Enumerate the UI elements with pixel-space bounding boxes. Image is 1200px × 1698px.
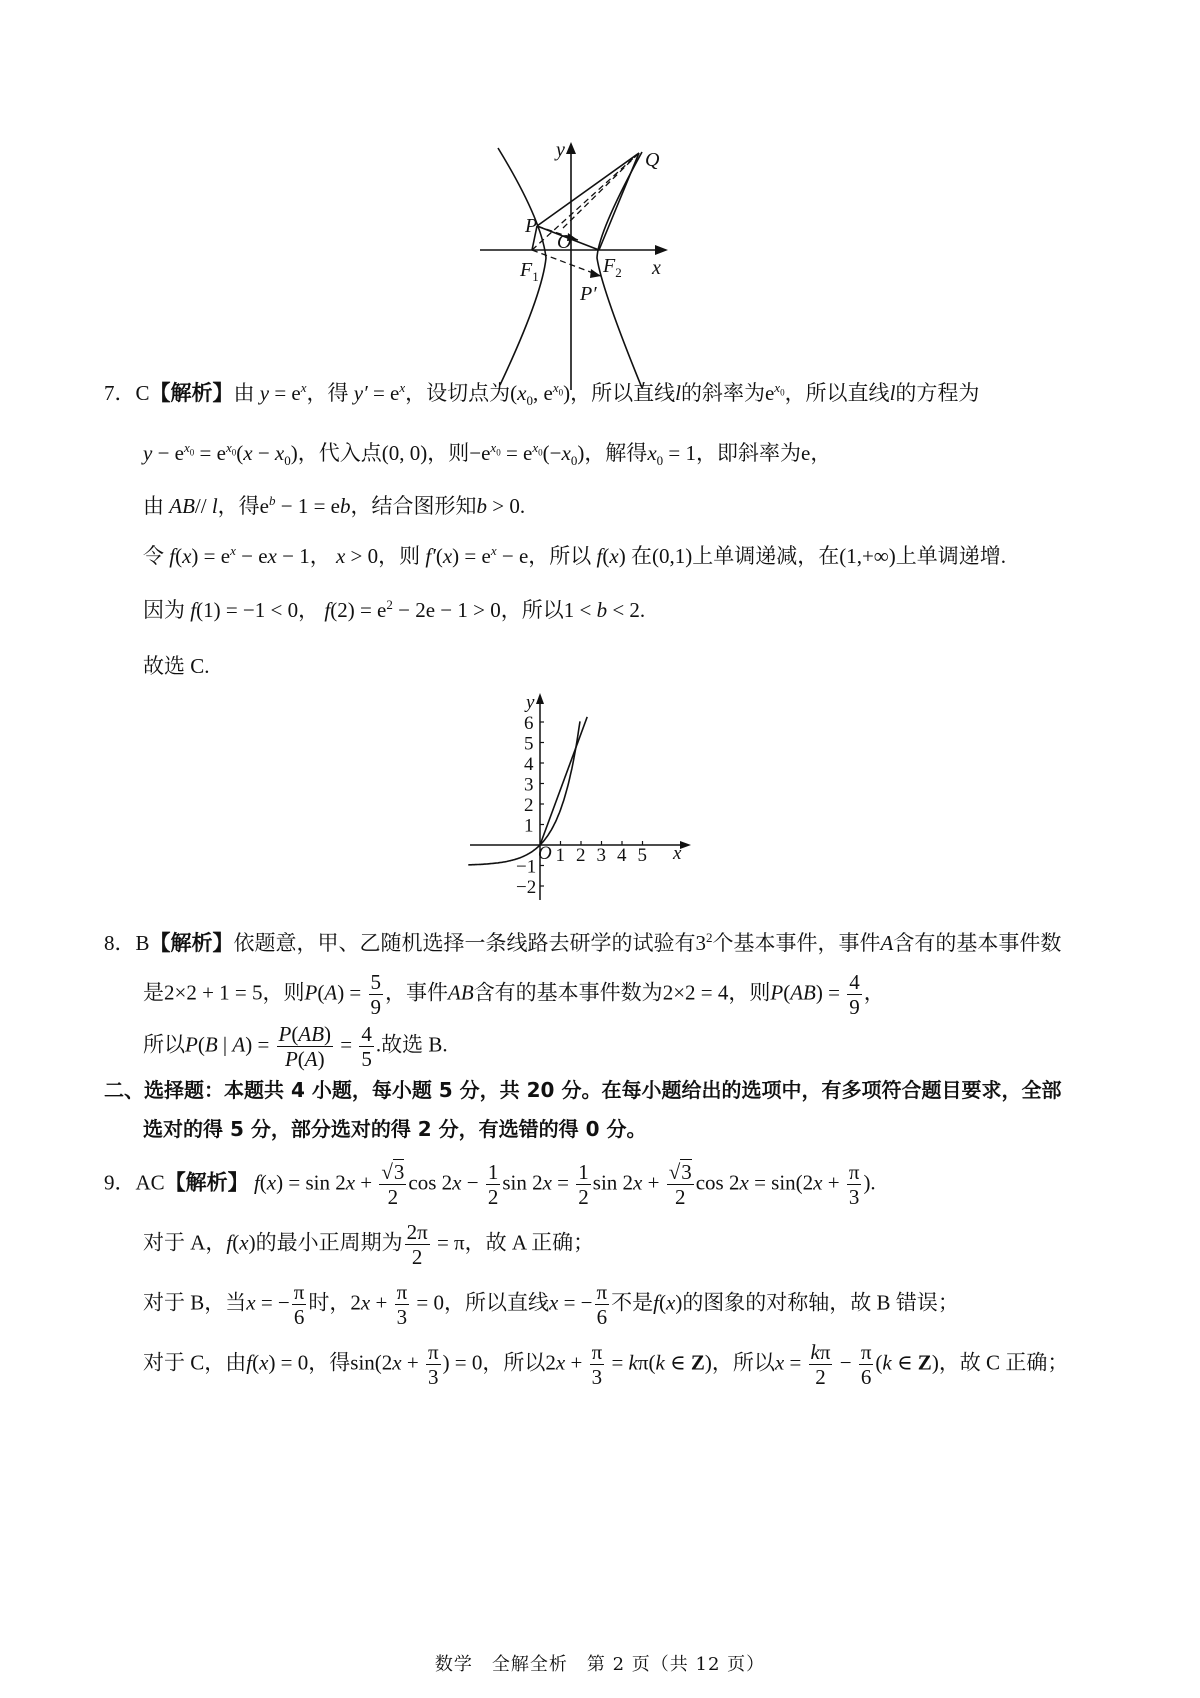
exp-tangent-chart [465, 690, 695, 905]
y-tick-label: 2 [524, 795, 534, 816]
point-P-prime-label: P′ [580, 283, 597, 305]
point-P-label: P [525, 215, 538, 237]
y-tick-label: −1 [516, 856, 537, 878]
x-axis-label: x [652, 257, 661, 279]
q9-line2: 对于 A，f(x)的最小正周期为 $\frac{2\pi}{2}$ = π，故 A 正确； [143, 1220, 595, 1270]
q9-line3: 对于 B，当x = − $\frac{\pi}{6}$ 时，2x + $\frac{\pi}{3}$ = 0，所以直线x = − $\frac{\pi}{6}$ 不是f(x)的图象的对称轴，故 B 错误； [143, 1280, 959, 1330]
section2-heading-line2: 选对的得 5 分，部分选对的得 2 分，有选错的得 0 分。 [143, 1117, 647, 1141]
x-tick-label: 2 [576, 845, 586, 866]
y-tick-label: 4 [524, 754, 534, 775]
y-tick-label: 6 [524, 713, 534, 734]
point-Q-label: Q [645, 149, 660, 171]
section2-heading-line1: 二、选择题：本题共 4 小题，每小题 5 分，共 20 分。在每小题给出的选项中，有多项符合题目要求，全部 [104, 1078, 1062, 1102]
q9-line1: 9．AC【解析】 f(x) = sin 2x + $\frac{√3}{2}$ cos 2x − $\frac{1}{2}$ sin 2x = $\frac{1}{2}$ sin 2x + $\frac{√3}{2}$ cos 2x = sin(2x + $\frac{\pi}{3}$ ). [104, 1160, 876, 1210]
series-tangent-line [540, 717, 587, 845]
point-F1-label: $F_1$ [520, 259, 539, 284]
y-tick-label: 1 [524, 815, 534, 837]
q8-line3: 所以P(B | A) = $\frac{P(AB)}{P(A)}$ = $\frac{4}{5}$ .故选 B. [143, 1022, 448, 1072]
x-tick-label: 4 [617, 845, 627, 866]
y-axis-label: y [556, 140, 565, 161]
x-axis-arrow [680, 841, 691, 849]
q8-line1: 8．B【解析】依题意，甲、乙随机选择一条线路去研学的试验有$3^2$个基本事件，事件A含有的基本事件数 [104, 930, 1062, 955]
y-tick-label: −2 [516, 877, 537, 898]
q8-line2: 是2×2 + 1 = 5，则P(A) = $\frac{5}{9}$ ，事件AB含有的基本事件数为2×2 = 4，则P(AB) = $\frac{4}{9}$ ， [143, 970, 885, 1020]
y-tick-label: 5 [524, 733, 534, 755]
q9-line4: 对于 C，由f(x) = 0，得sin(2x + $\frac{\pi}{3}$ ) = 0，所以2x + $\frac{\pi}{3}$ = kπ(k ∈ Z)，所以x = $\frac{k\pi}{2}$ − $\frac{\pi}{6}$ (k ∈ Z)，故 C 正确； [143, 1340, 1069, 1390]
x-tick-label: 3 [596, 845, 606, 866]
q7-line4: 令 $f(x) = e^x$ − ex − 1， x > 0，则 $f'(x) = e^x - e$，所以 f(x) 在(0,1)上单调递减，在(1,+∞)上单调递增. [143, 543, 1007, 568]
y-tick-label: 3 [524, 774, 534, 796]
point-F2-label: $F_2$ [603, 255, 622, 280]
y-axis-label: y [526, 692, 535, 713]
x-tick-label: 5 [637, 845, 647, 866]
origin-label: O [538, 843, 552, 864]
x-axis-label: x [673, 843, 682, 864]
x-tick-label: 1 [555, 845, 565, 866]
origin-label: O [557, 231, 572, 253]
y-axis-arrow [536, 693, 544, 704]
q7-line2: $y - e^{x_0} = e^{x_0}(x - x_0)$，代入点(0, 0)，则$-e^{x_0} = e^{x_0}(-x_0)$，解得$x_0 = 1$，即斜率为e， [143, 440, 832, 469]
page-footer: 数学 全解全析 第 2 页（共 12 页） [434, 1654, 766, 1675]
hyperbola-figure [480, 140, 730, 395]
q7-line5: 因为 f(1) = −1 < 0， $f(2) = e^2 - 2e - 1 > 0$，所以1 < b < 2. [143, 597, 646, 622]
q7-line3: 由 AB// l，得$e^b - 1$ = eb，结合图形知b > 0. [143, 493, 526, 518]
q7-line1: 7．C【解析】由 $y = e^x$，得 $y' = e^x$，设切点为($x_0$, $e^{x_0}$)，所以直线l的斜率为$e^{x_0}$，所以直线l的方程为 [104, 380, 980, 409]
q7-line6: 故选 C. [143, 654, 210, 678]
